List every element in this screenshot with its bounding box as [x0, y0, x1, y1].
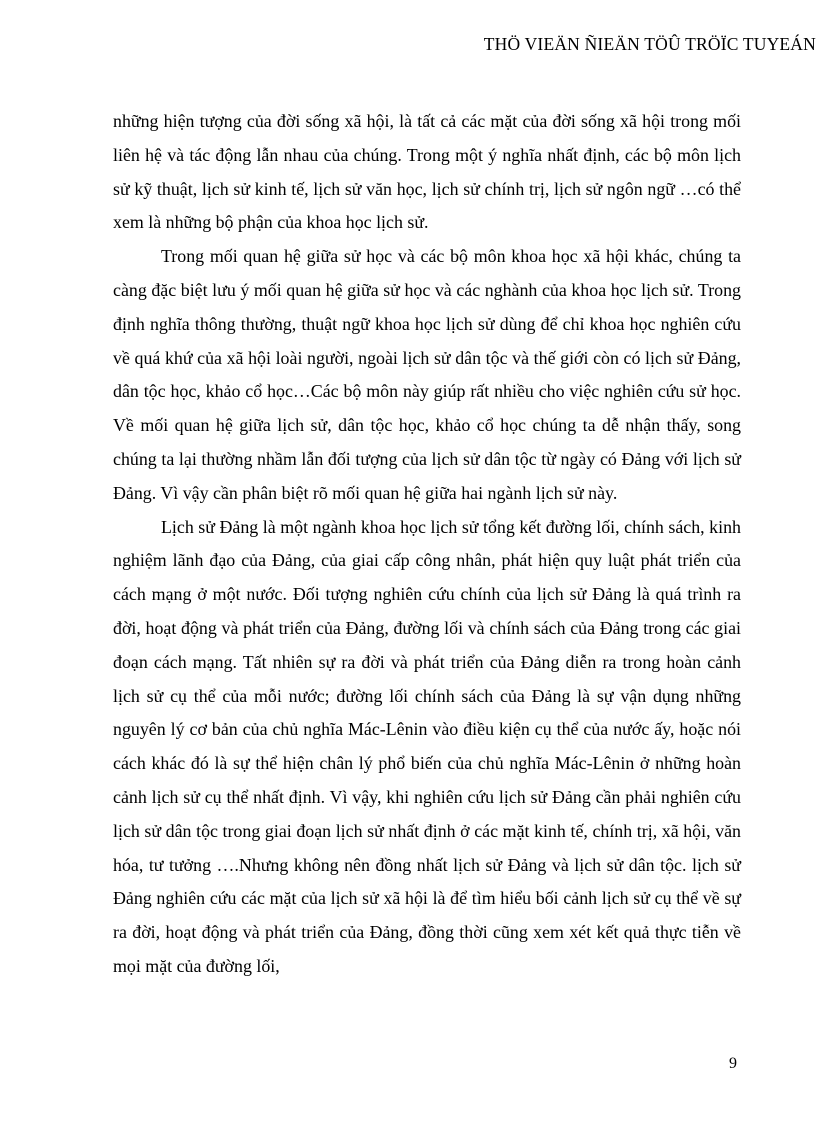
document-body	[113, 105, 741, 984]
paragraph-party-history: Lịch sử Đảng là một ngành khoa học lịch sử tổng kết đường lối, chính sách, kinh nghiệm lãnh đạo của Đảng, của giai cấp công nhân, phát hiện quy luật phát triển của cách mạng ở một nước. Đối tượng nghiên cứu chính của lịch sử Đảng là quá trình ra đời, hoạt động và phát triển của Đảng, đường lối và chính sách của Đảng trong các giai đoạn cách mạng. Tất nhiên sự ra đời và phát triển của Đảng diễn ra trong hoàn cảnh lịch sử cụ thể của mỗi nước; đường lối chính sách của Đảng là sự vận dụng những nguyên lý cơ bản của chủ nghĩa Mác-Lênin vào điều kiện cụ thể của nước ấy, hoặc nói cách khác đó là sự thể hiện chân lý phổ biến của chủ nghĩa Mác-Lênin ở những hoàn cảnh lịch sử cụ thể nhất định. Vì vậy, khi nghiên cứu lịch sử Đảng cần phải nghiên cứu lịch sử dân tộc trong giai đoạn lịch sử nhất định ở các mặt kinh tế, chính trị, xã hội, văn hóa, tư tưởng ….Nhưng không nên đồng nhất lịch sử Đảng và lịch sử dân tộc. lịch sử Đảng nghiên cứu các mặt của lịch sử xã hội là để tìm hiểu bối cảnh lịch sử cụ thể về sự ra đời, hoạt động và phát triển của Đảng, đồng thời cũng xem xét kết quả thực tiễn về mọi mặt của đường lối,	[113, 516, 741, 976]
paragraph-continued: những hiện tượng của đời sống xã hội, là tất cả các mặt của đời sống xã hội trong mối liên hệ và tác động lẫn nhau của chúng. Trong một ý nghĩa nhất định, các bộ môn lịch sử kỹ thuật, lịch sử kinh tế, lịch sử văn học, lịch sử chính trị, lịch sử ngôn ngữ …có thể xem là những bộ phận của khoa học lịch sử.	[113, 111, 741, 233]
paragraph-history-branches: Trong mối quan hệ giữa sử học và các bộ môn khoa học xã hội khác, chúng ta càng đặc biệt lưu ý mối quan hệ giữa sử học và các nghành của khoa học lịch sử. Trong định nghĩa thông thường, thuật ngữ khoa học lịch sử dùng để chỉ khoa học nghiên cứu về quá khứ của xã hội loài người, ngoài lịch sử dân tộc và thế giới còn có lịch sử Đảng, dân tộc học, khảo cổ học…Các bộ môn này giúp rất nhiều cho việc nghiên cứu sử học. Về mối quan hệ giữa lịch sử, dân tộc học, khảo cổ học chúng ta dễ nhận thấy, song chúng ta lại thường nhầm lẫn đối tượng của lịch sử dân tộc từ ngày có Đảng với lịch sử Đảng. Vì vậy cần phân biệt rõ mối quan hệ giữa hai ngành lịch sử này.	[113, 246, 741, 503]
site-header-title: THÖ VIEÄN ÑIEÄN TÖÛ TRÖÏC TUYEÁN	[483, 34, 816, 54]
page-number: 9	[729, 1055, 737, 1072]
